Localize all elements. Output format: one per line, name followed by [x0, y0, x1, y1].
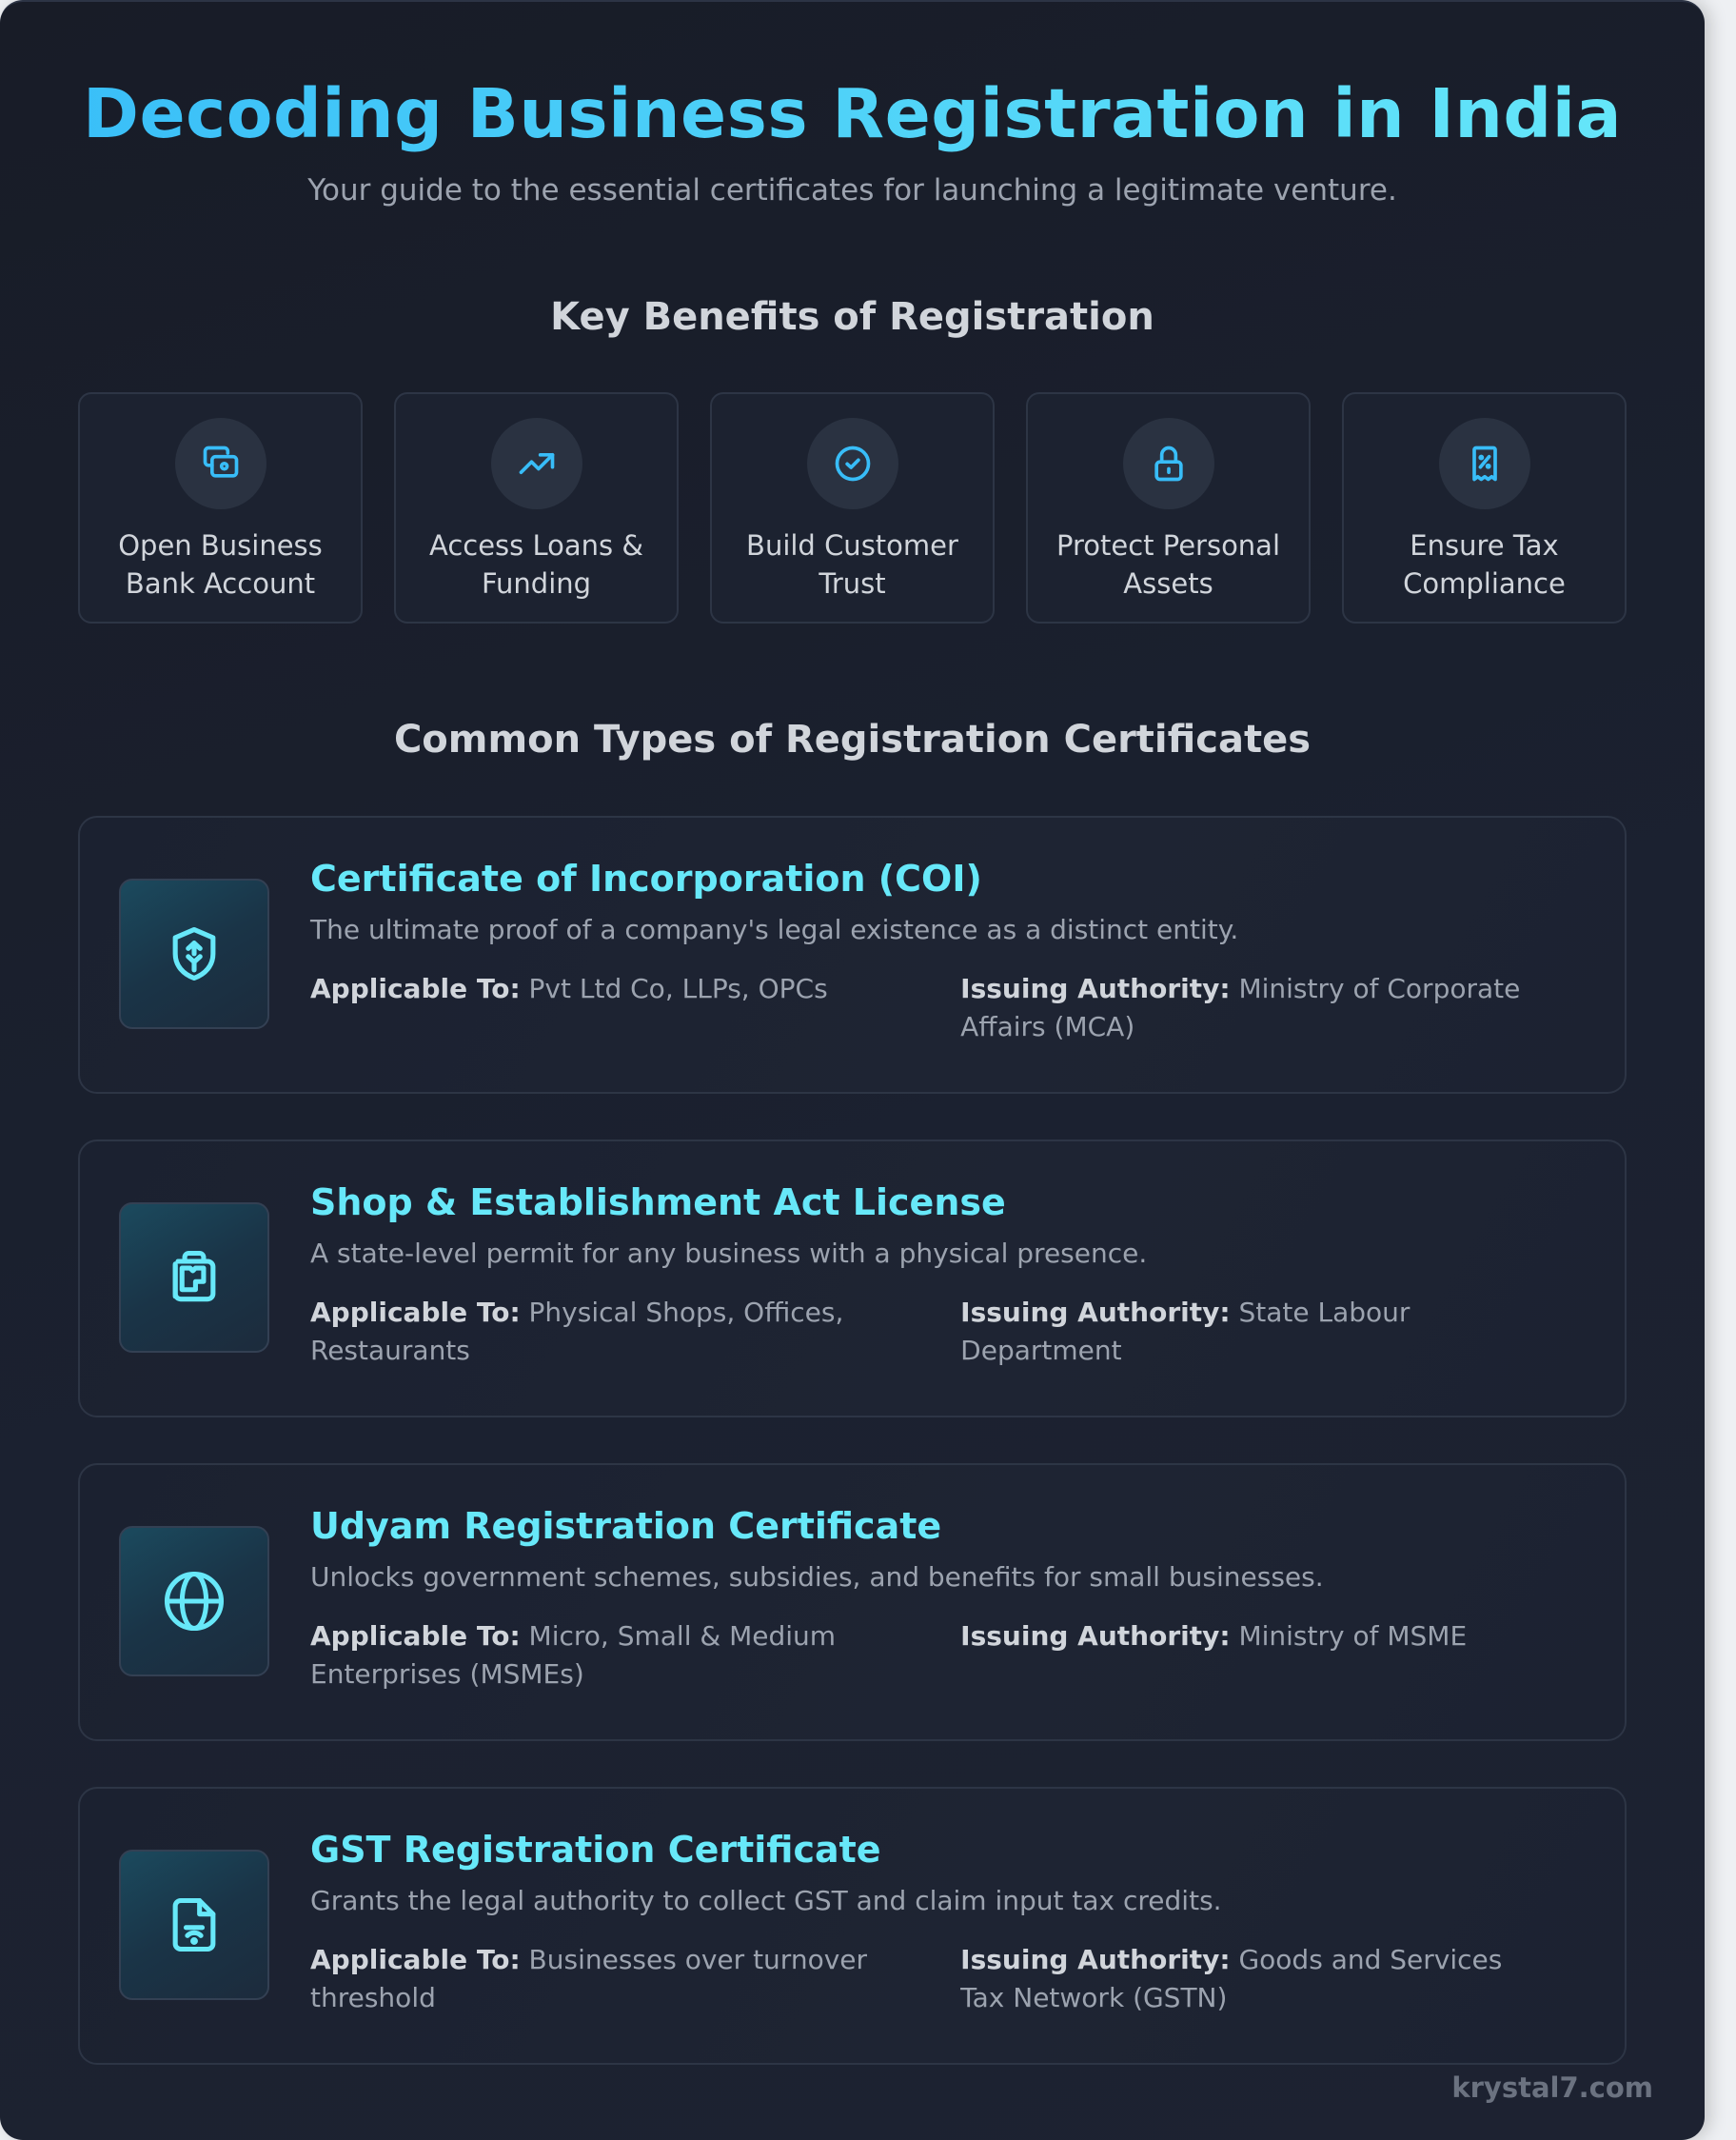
applicable-to: Applicable To: Businesses over turnover threshold	[310, 1944, 868, 2013]
applicable-to: Applicable To: Micro, Small & Medium Enterprises (MSMEs)	[310, 1620, 837, 1690]
applicable-to: Applicable To: Physical Shops, Offices, Restaurants	[310, 1297, 844, 1366]
issuing-authority: Issuing Authority: Goods and Services Tax Network (GSTN)	[960, 1944, 1503, 2013]
benefit-label: Ensure Tax Compliance	[1403, 529, 1566, 600]
certificate-card-coi	[78, 816, 1627, 1094]
certificate-description: Unlocks government schemes, subsidies, and benefits for small businesses.	[310, 1561, 1324, 1593]
certificate-description: Grants the legal authority to collect GST and claim input tax credits.	[310, 1885, 1222, 1916]
benefit-label: Build Customer Trust	[746, 529, 958, 600]
benefit-card-tax	[1342, 392, 1627, 624]
certificate-description: The ultimate proof of a company's legal existence as a distinct entity.	[310, 914, 1239, 945]
certificate-description: A state-level permit for any business with a physical presence.	[310, 1238, 1148, 1269]
issuing-authority: Issuing Authority: Ministry of Corporate Affairs (MCA)	[960, 973, 1521, 1042]
document-rupee-icon	[119, 1850, 269, 2000]
benefits-heading: Key Benefits of Registration	[550, 295, 1154, 339]
certificates-heading: Common Types of Registration Certificates	[393, 718, 1312, 762]
benefit-card-assets	[1026, 392, 1311, 624]
certificate-card-gst	[78, 1787, 1627, 2065]
lock-icon	[1123, 418, 1214, 509]
certificate-title: Udyam Registration Certificate	[310, 1505, 942, 1547]
page-title: Decoding Business Registration in India	[0, 74, 1705, 153]
shield-icon	[119, 879, 269, 1029]
trending-up-icon	[491, 418, 582, 509]
applicable-to: Applicable To: Pvt Ltd Co, LLPs, OPCs	[310, 973, 828, 1004]
shop-folder-icon	[119, 1202, 269, 1353]
benefit-card-trust	[710, 392, 995, 624]
certificate-title: Certificate of Incorporation (COI)	[310, 858, 982, 900]
check-circle-icon	[807, 418, 898, 509]
benefit-card-bank-account	[78, 392, 363, 624]
issuing-authority: Issuing Authority: State Labour Department	[960, 1297, 1410, 1366]
certificate-title: GST Registration Certificate	[310, 1829, 881, 1871]
banknotes-icon	[175, 418, 266, 509]
benefit-label: Open Business Bank Account	[118, 529, 323, 600]
benefit-label: Access Loans & Funding	[429, 529, 643, 600]
receipt-percent-icon	[1439, 418, 1530, 509]
benefit-card-loans	[394, 392, 679, 624]
benefit-label: Protect Personal Assets	[1055, 529, 1281, 600]
footer-brand: krystal7.com	[1451, 2071, 1653, 2104]
benefits-grid	[78, 392, 1627, 624]
page-subtitle: Your guide to the essential certificates for launching a legitimate venture.	[307, 173, 1397, 208]
globe-icon	[119, 1526, 269, 1676]
certificate-card-shop-establishment	[78, 1139, 1627, 1417]
issuing-authority: Issuing Authority: Ministry of MSME	[960, 1620, 1468, 1652]
certificate-card-udyam	[78, 1463, 1627, 1741]
certificate-title: Shop & Establishment Act License	[310, 1181, 1006, 1223]
